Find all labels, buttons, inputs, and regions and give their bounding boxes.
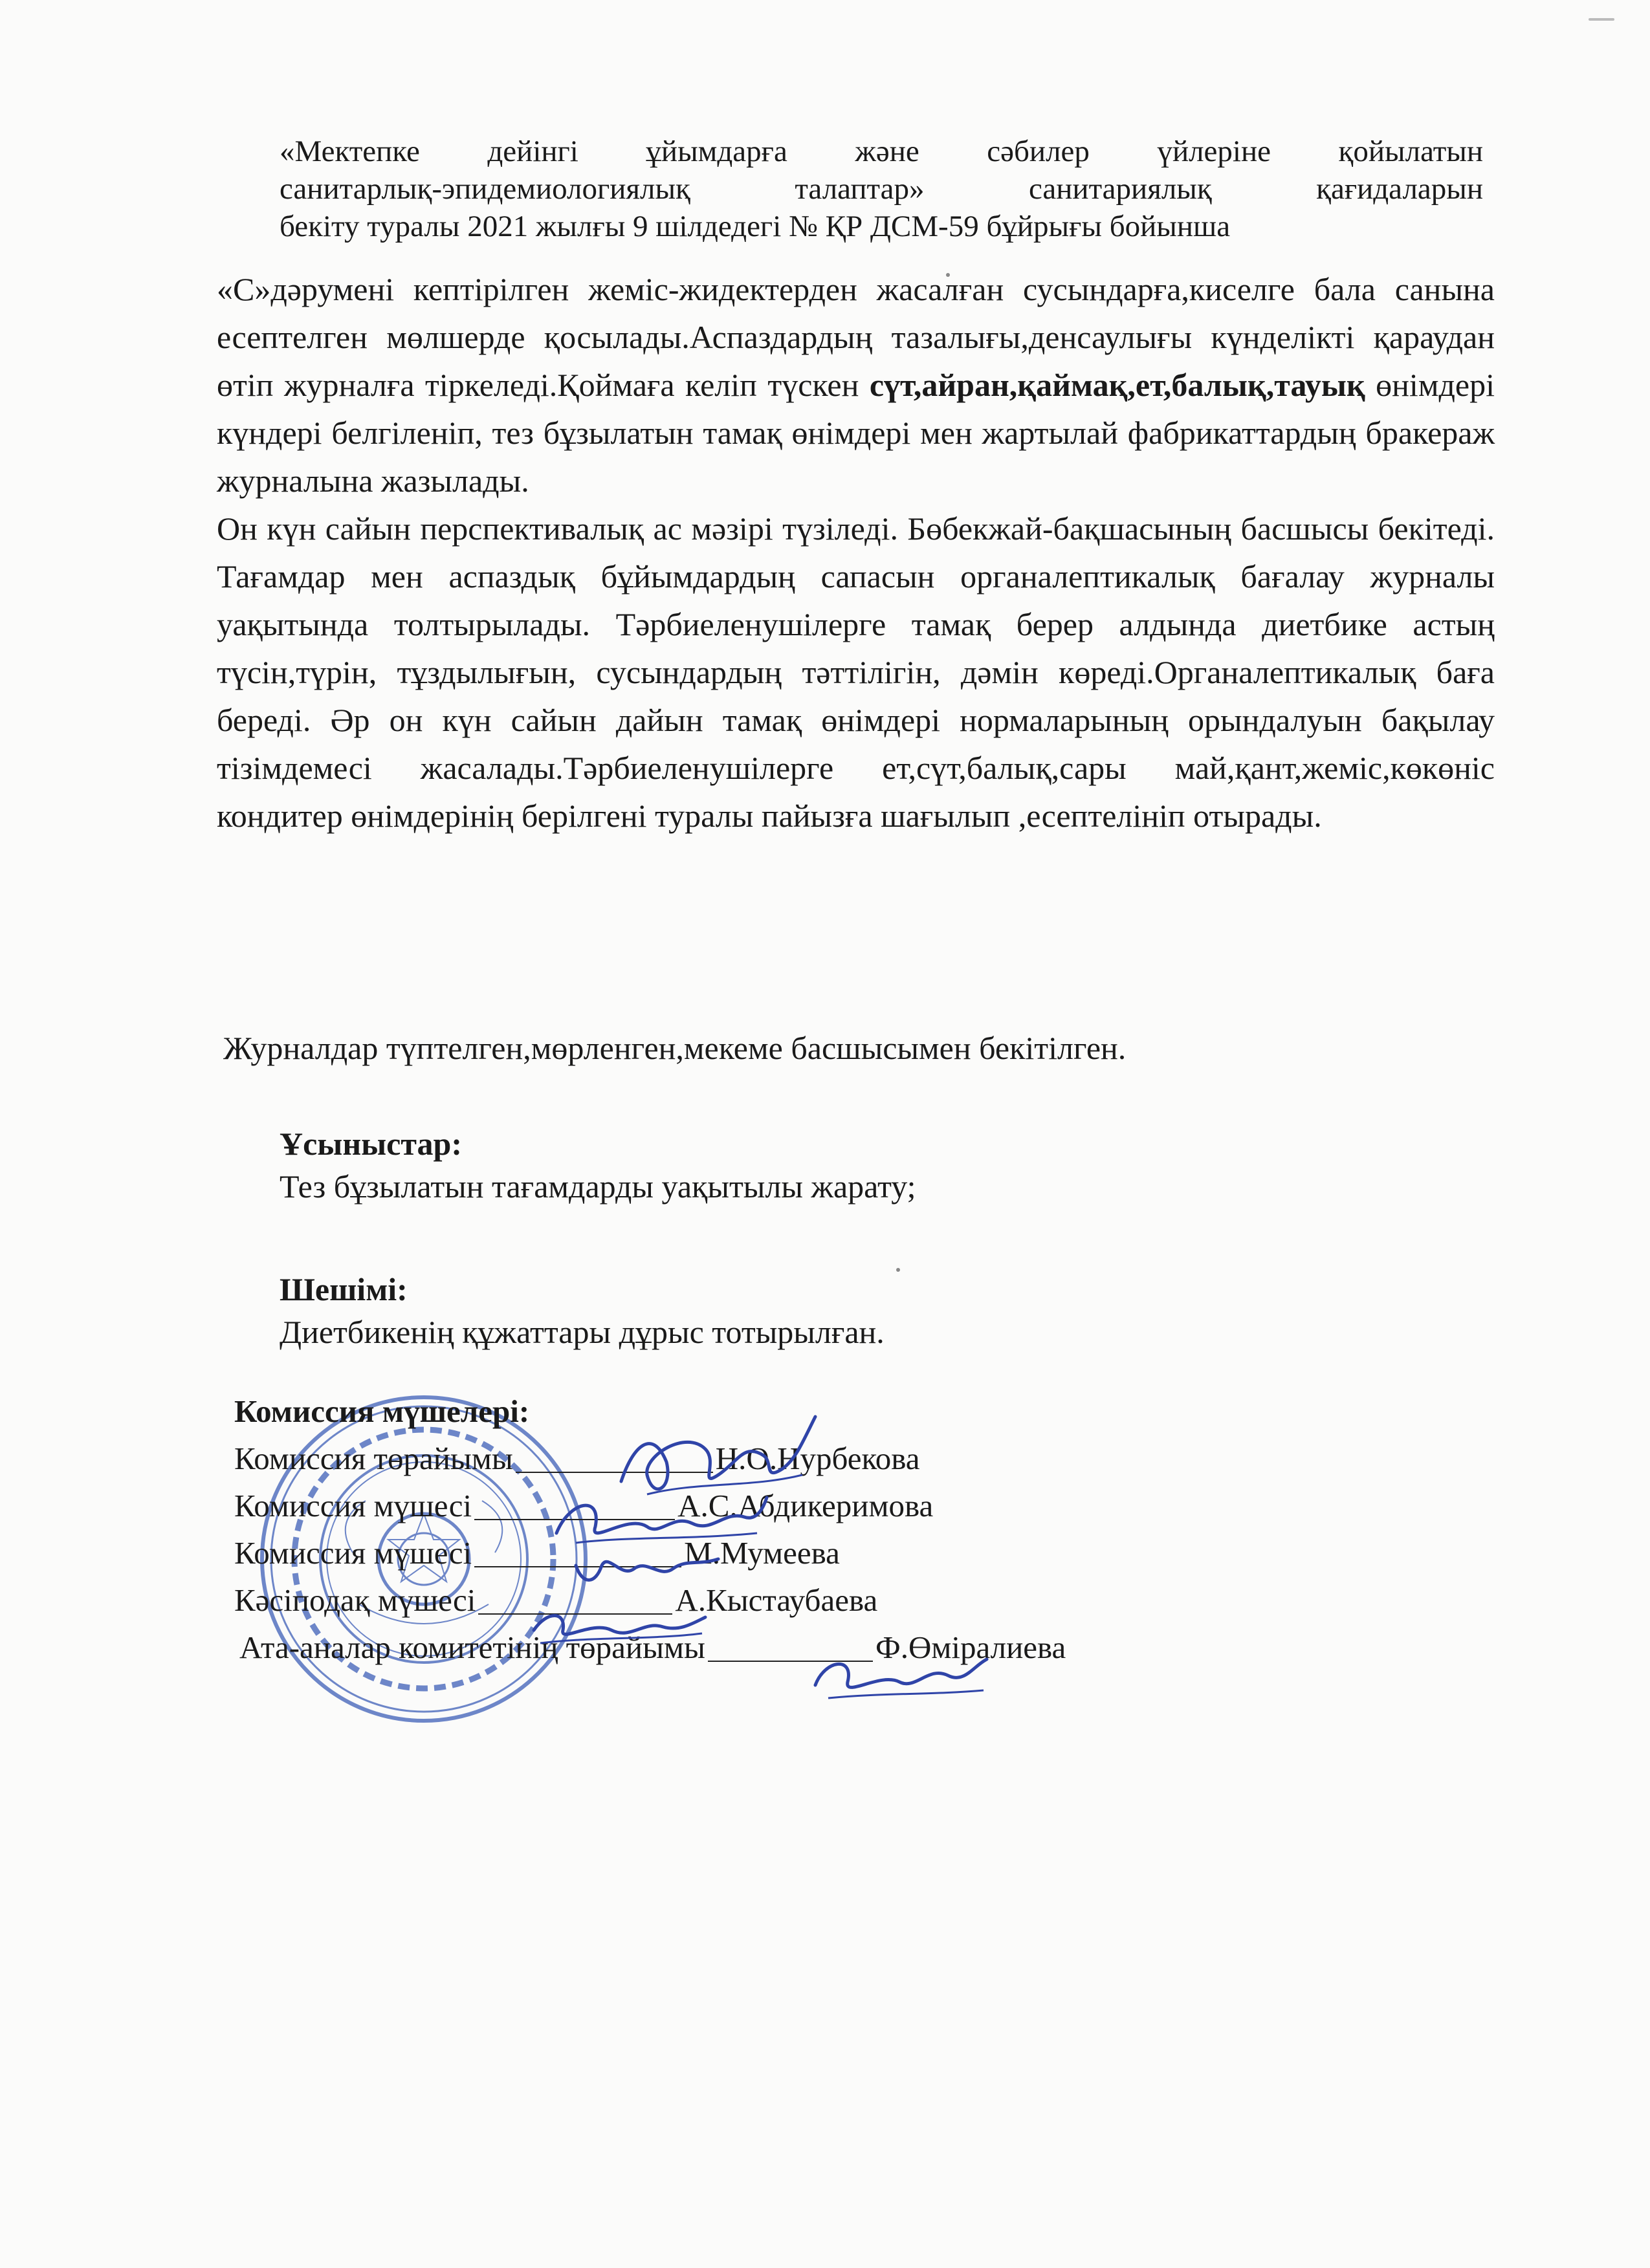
member-name: Ф.Өміралиева (875, 1630, 1066, 1665)
commission-member-row (234, 1482, 1066, 1529)
header-line-3: бекіту туралы 2021 жылғы 9 шілдедегі № ҚР ДСМ-59 бұйрығы бойынша (280, 210, 1231, 243)
commission-member-row (234, 1576, 1066, 1624)
commission-member-row (234, 1435, 1066, 1482)
member-role: Кәсіподақ мүшесі (234, 1582, 476, 1618)
member-name: Н.О.Нурбекова (715, 1441, 920, 1476)
recommendations-title: Ұсыныстар: (280, 1126, 463, 1162)
signature-line (474, 1519, 675, 1520)
signature-line (708, 1661, 873, 1662)
body-p1-text-b: өнімдері күндері белгіленіп, тез бұзылатын тамақ өнімдері мен жартылай фабрикаттардың бракераж журналына жазылады. (217, 367, 1495, 499)
commission-title: Комиссия мүшелері: (234, 1393, 530, 1429)
recommendations-section (280, 1122, 916, 1208)
header-line-1: «Мектепке дейінгі ұйымдарға және сәбилер үйлеріне қойылатын (280, 135, 1483, 168)
member-role: Комиссия төрайымы (234, 1441, 513, 1476)
scan-speck (1589, 18, 1614, 21)
body-p1-text-a: «С»дәрумені кептірілген жеміс-жидектерден жасалған сусындарға,киселге бала санына есептелген мөлшерде қосылады.Аспаздардың тазалығы,денсаулығы күнделікті қараудан өтіп журналға тіркеледі.Қоймаға келіп түскен (217, 271, 1495, 403)
document-header (280, 133, 1483, 245)
signature-line (516, 1472, 713, 1473)
commission-member-row (239, 1624, 1066, 1671)
journal-note: Журналдар түптелген,мөрленген,мекеме басшысымен бекітілген. (223, 1030, 1127, 1066)
member-name: А.С.Абдикеримова (677, 1488, 934, 1523)
signature-line (478, 1613, 672, 1615)
body-paragraph-2: Он күн сайын перспективалық ас мәзірі түзіледі. Бөбекжай-бақшасының басшысы бекітеді. Тағамдар мен аспаздық бұйымдардың сапасын органалептикалық бағалау журналы уақытында толтырылады. Тәрбиеленушілерге тамақ берер алдында диетбике астың түсін,түрін, тұздылығын, сусындардың тәттілігін, дәмін көреді.Органалептикалық баға береді. Әр он күн сайын дайын тамақ өнімдері нормаларының орындалуын бақылау тізімдемесі жасалады.Тәрбиеленушілерге ет,сүт,балық,сары май,қант,жеміс,көкөніс кондитер өнімдерінің берілгені туралы пайызға шағылып ,есептелініп отырады. (217, 510, 1495, 834)
member-name: А.Кыстаубаева (675, 1582, 878, 1618)
commission-member-row (234, 1529, 1066, 1576)
body-paragraph-1 (217, 265, 1495, 505)
member-role: Ата-аналар комитетінің төрайымы (239, 1630, 705, 1665)
header-line-2: санитарлық-эпидемиологиялық талаптар» санитариялық қағидаларын (280, 172, 1483, 206)
decision-title: Шешімі: (280, 1271, 408, 1307)
body-p1-bold-products: сүт,айран,қаймақ,ет,балық,тауық (869, 367, 1365, 403)
signature-line (474, 1566, 681, 1567)
member-role: Комиссия мүшесі (234, 1488, 472, 1523)
commission-section (234, 1388, 1066, 1671)
decision-text: Диетбикенің құжаттары дұрыс тотырылған. (280, 1314, 885, 1350)
recommendations-text: Тез бұзылатын тағамдарды уақытылы жарату; (280, 1168, 916, 1205)
decision-section (280, 1268, 885, 1353)
member-role: Комиссия мүшесі (234, 1535, 472, 1571)
document-body (217, 265, 1495, 840)
scan-speck (896, 1268, 900, 1272)
member-name: М.Мумеева (684, 1535, 840, 1571)
